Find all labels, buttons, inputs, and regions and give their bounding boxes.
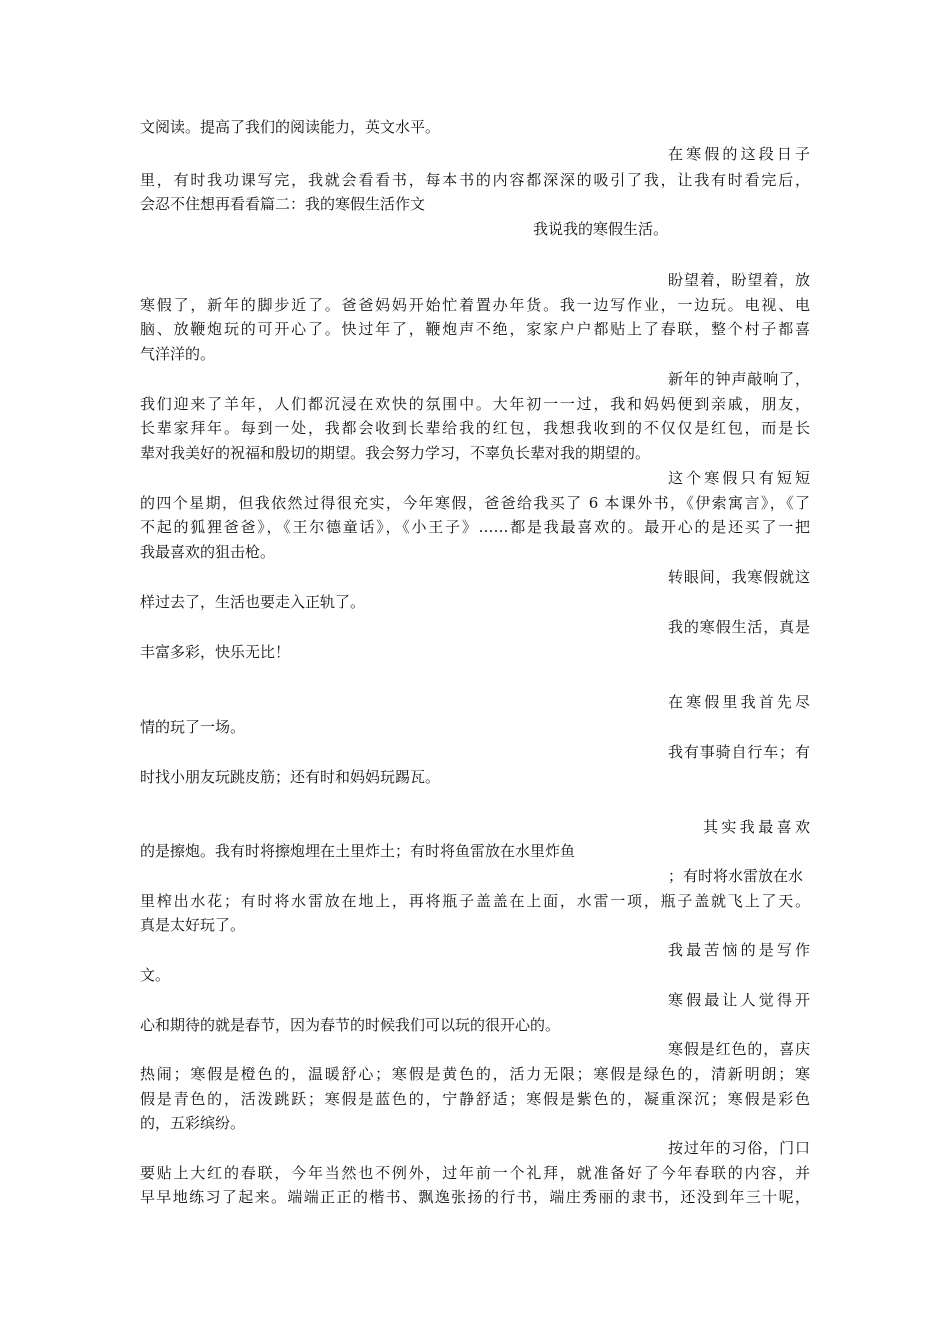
text-line: 情的玩了一场。 xyxy=(140,718,246,736)
text-line: 热闹；寒假是橙色的，温暖舒心；寒假是黄色的，活力无限；寒假是绿色的，清新明朗；寒 xyxy=(140,1065,810,1083)
text-line: 时找小朋友玩跳皮筋；还有时和妈妈玩踢瓦。 xyxy=(140,768,441,786)
text-line: 这个寒假只有短短 xyxy=(668,469,810,487)
text-line: 长辈家拜年。每到一处，我都会收到长辈给我的红包，我想我收到的不仅仅是红包，而是长 xyxy=(140,419,810,437)
text-line: 脑、放鞭炮玩的可开心了。快过年了，鞭炮声不绝，家家户户都贴上了春联，整个村子都喜 xyxy=(140,320,810,338)
text-line: 按过年的习俗，门口 xyxy=(668,1139,810,1157)
text-line: 文。 xyxy=(140,966,171,984)
text-line: 的是擦炮。我有时将擦炮埋在土里炸土；有时将鱼雷放在水里炸鱼 xyxy=(140,842,576,860)
text-line: 丰富多彩，快乐无比！ xyxy=(140,643,291,661)
text-line: 的，五彩缤纷。 xyxy=(140,1114,246,1132)
text-line: 气洋洋的。 xyxy=(140,345,216,363)
text-line: 会忍不住想再看看篇二：我的寒假生活作文 xyxy=(140,195,426,213)
text-line: 我最喜欢的狙击枪。 xyxy=(140,543,276,561)
text-line: 在寒假里我首先尽 xyxy=(668,693,810,711)
text-line: 我最苦恼的是写作 xyxy=(668,941,810,959)
text-line: 寒假了，新年的脚步近了。爸爸妈妈开始忙着置办年货。我一边写作业，一边玩。电视、电 xyxy=(140,296,810,314)
text-line: 我有事骑自行车；有 xyxy=(668,743,810,761)
text-line: 早早地练习了起来。端端正正的楷书、飘逸张扬的行书，端庄秀丽的隶书，还没到年三十呢， xyxy=(140,1188,810,1206)
text-line: 里榨出水花；有时将水雷放在地上，再将瓶子盖盖在上面，水雷一项，瓶子盖就飞上了天。 xyxy=(140,892,810,910)
text-line: 新年的钟声敲响了， xyxy=(668,370,810,388)
text-line: 其实我最喜欢 xyxy=(703,818,810,836)
text-line: 里，有时我功课写完，我就会看看书，每本书的内容都深深的吸引了我，让我有时看完后， xyxy=(140,171,810,189)
text-line: 要贴上大红的春联，今年当然也不例外，过年前一个礼拜，就准备好了今年春联的内容，并 xyxy=(140,1164,810,1182)
text-line: 我的寒假生活，真是 xyxy=(668,618,810,636)
text-line: 寒假是红色的，喜庆 xyxy=(668,1040,810,1058)
text-line: 寒假最让人觉得开 xyxy=(668,991,810,1009)
text-line: 辈对我美好的祝福和殷切的期望。我会努力学习，不辜负长辈对我的期望的。 xyxy=(140,444,651,462)
text-line: 在寒假的这段日子 xyxy=(668,145,810,163)
text-line: 假是青色的，活泼跳跃；寒假是蓝色的，宁静舒适；寒假是紫色的，凝重深沉；寒假是彩色 xyxy=(140,1090,810,1108)
text-line: 我们迎来了羊年，人们都沉浸在欢快的氛围中。大年初一一过，我和妈妈便到亲戚，朋友， xyxy=(140,395,810,413)
text-line: 不起的狐狸爸爸》，《王尔德童话》，《小王子》……都是我最喜欢的。最开心的是还买了一把 xyxy=(140,518,810,536)
text-line: ；有时将水雷放在水 xyxy=(668,867,804,885)
text-line: 样过去了，生活也要走入正轨了。 xyxy=(140,593,366,611)
text-line: 心和期待的就是春节，因为春节的时候我们可以玩的很开心的。 xyxy=(140,1016,561,1034)
text-line: 真是太好玩了。 xyxy=(140,916,246,934)
text-line: 我说我的寒假生活。 xyxy=(533,220,669,238)
text-line: 的四个星期，但我依然过得很充实，今年寒假，爸爸给我买了 6 本课外书，《伊索寓言》，《了 xyxy=(140,494,810,512)
text-line: 文阅读。提高了我们的阅读能力，英文水平。 xyxy=(140,118,441,136)
text-line: 转眼间，我寒假就这 xyxy=(668,568,810,586)
text-line: 盼望着，盼望着，放 xyxy=(668,271,810,289)
